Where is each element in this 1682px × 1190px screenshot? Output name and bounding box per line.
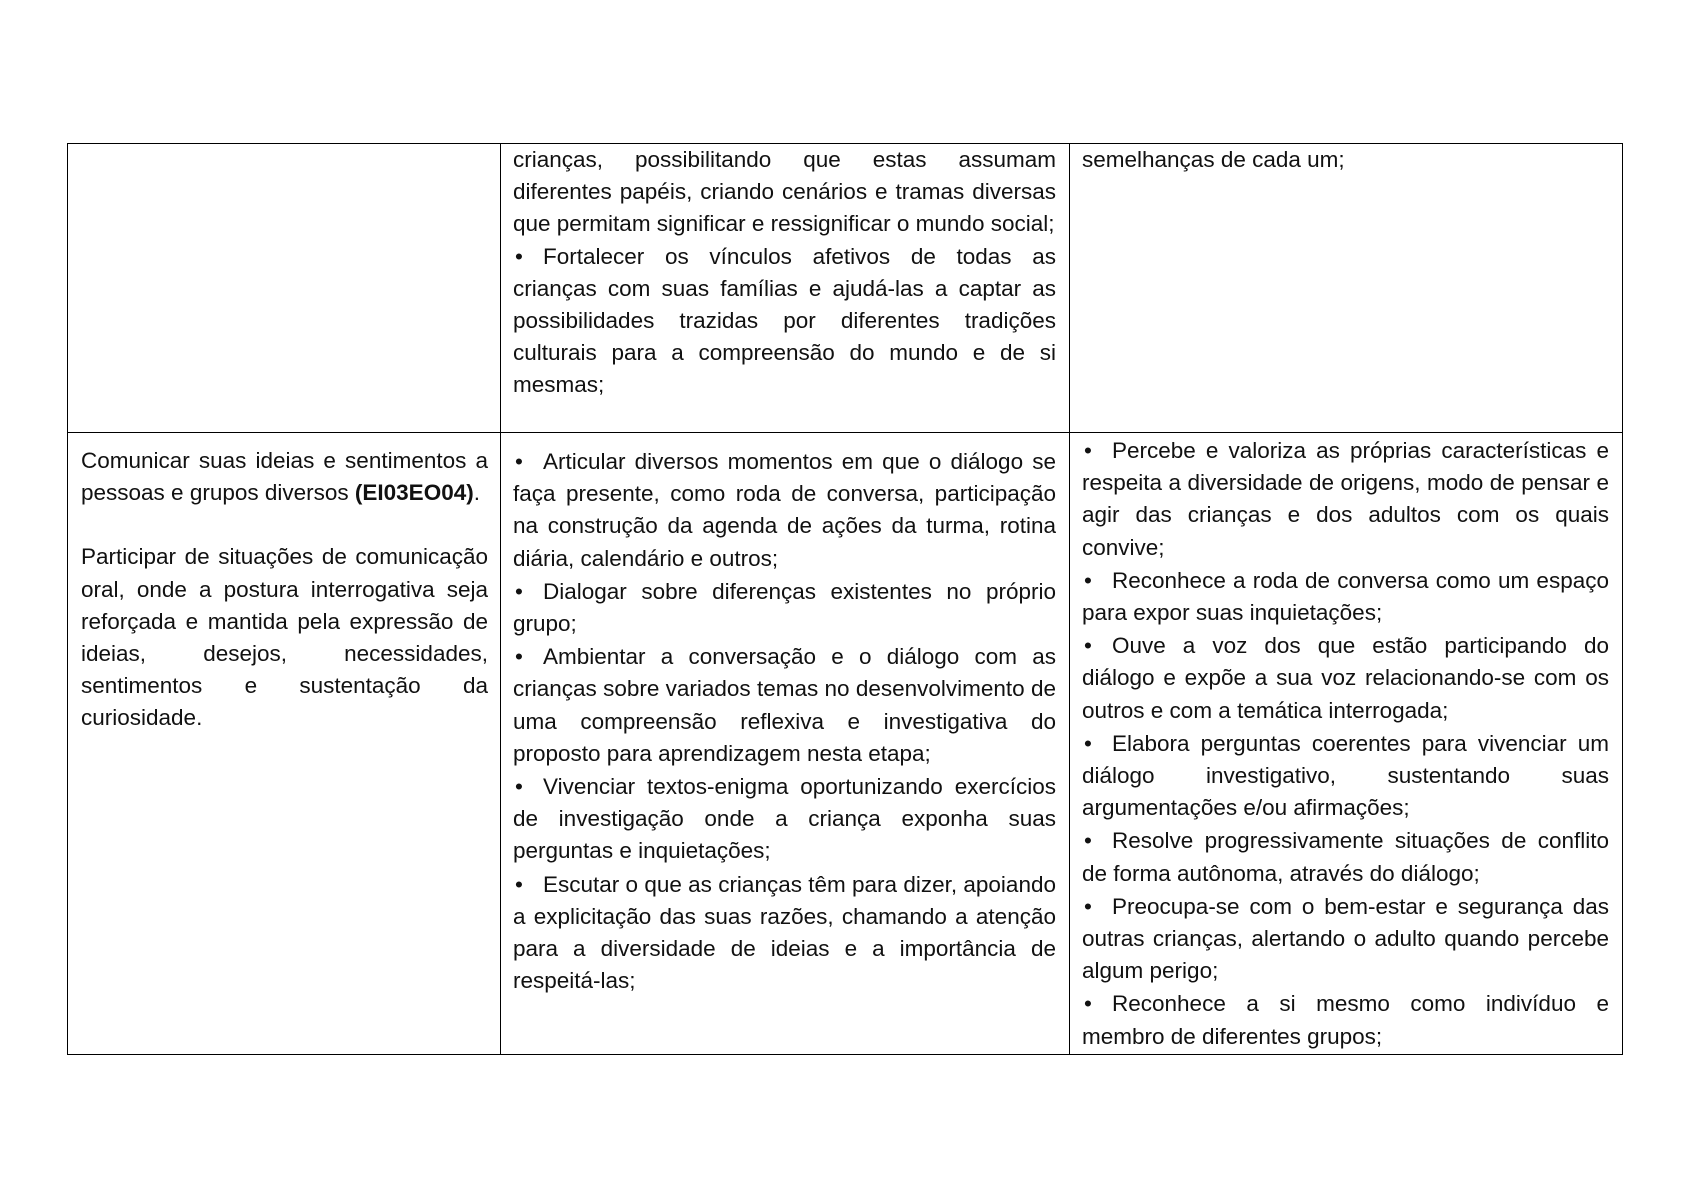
list-item: • Dialogar sobre diferenças existentes no próprio grupo; bbox=[513, 576, 1056, 640]
objective-code: (EI03EO04) bbox=[354, 480, 474, 506]
list-item: • Elabora perguntas coerentes para vivenciar um diálogo investigativo, sustentando suas argumentações e/ou afirmações; bbox=[1082, 728, 1609, 825]
strategies-cell bbox=[501, 433, 1070, 1055]
bullet-icon: • bbox=[515, 774, 523, 800]
strategies-list bbox=[513, 241, 1056, 402]
bullet-icon: • bbox=[515, 578, 523, 604]
bullet-icon: • bbox=[515, 243, 523, 269]
list-item: • Articular diversos momentos em que o diálogo se faça presente, como roda de conversa, participação na construção da agenda de ações da turma, rotina diária, calendário e outros; bbox=[513, 446, 1056, 575]
bullet-icon: • bbox=[1084, 567, 1092, 593]
bullet-icon: • bbox=[1084, 633, 1092, 659]
bullet-icon: • bbox=[1084, 438, 1092, 463]
list-item: • Ouve a voz dos que estão participando do diálogo e expõe a sua voz relacionando-se com os outros e com a temática interrogada; bbox=[1082, 630, 1609, 727]
curriculum-table bbox=[67, 143, 1623, 1055]
outcomes-cell bbox=[1070, 144, 1623, 433]
bullet-icon: • bbox=[515, 871, 523, 897]
strategies-cell bbox=[501, 144, 1070, 433]
strategies-continuation: crianças, possibilitando que estas assumam diferentes papéis, criando cenários e tramas diversas que permitam significar e ressignificar o mundo social; bbox=[513, 147, 1056, 237]
list-item: • Reconhece a si mesmo como indivíduo e membro de diferentes grupos; bbox=[1082, 988, 1609, 1052]
list-item: • Vivenciar textos-enigma oportunizando exercícios de investigação onde a criança exponha suas perguntas e inquietações; bbox=[513, 771, 1056, 868]
objectives-cell bbox=[68, 433, 501, 1055]
list-item: • Reconhece a roda de conversa como um espaço para expor suas inquietações; bbox=[1082, 565, 1609, 629]
objectives-cell bbox=[68, 144, 501, 433]
list-item: • Percebe e valoriza as próprias características e respeita a diversidade de origens, modo de pensar e agir das crianças e dos adultos com os quais convive; bbox=[1082, 435, 1609, 564]
list-item: • Escutar o que as crianças têm para dizer, apoiando a explicitação das suas razões, chamando a atenção para a diversidade de ideias e a importância de respeitá-las; bbox=[513, 869, 1056, 998]
outcomes-list bbox=[1082, 435, 1609, 1053]
bullet-icon: • bbox=[1084, 893, 1092, 919]
bullet-icon: • bbox=[1084, 730, 1092, 756]
list-item: • Fortalecer os vínculos afetivos de todas as crianças com suas famílias e ajudá-las a captar as possibilidades trazidas por diferentes tradições culturais para a compreensão do mundo e de si mesmas; bbox=[513, 241, 1056, 402]
strategies-list bbox=[513, 446, 1056, 997]
objective-detail-paragraph: Participar de situações de comunicação oral, onde a postura interrogativa seja reforçada e mantida pela expressão de ideias, desejos, necessidades, sentimentos e sustentação da curiosidade. bbox=[81, 544, 488, 731]
table-row bbox=[68, 433, 1623, 1055]
bullet-icon: • bbox=[1084, 991, 1092, 1017]
bullet-icon: • bbox=[515, 449, 523, 474]
objective-paragraph: Comunicar suas ideias e sentimentos a pessoas e grupos diversos (EI03EO04). bbox=[81, 448, 488, 506]
list-item: • Resolve progressivamente situações de conflito de forma autônoma, através do diálogo; bbox=[1082, 825, 1609, 889]
table-row bbox=[68, 144, 1623, 433]
outcomes-cell bbox=[1070, 433, 1623, 1055]
bullet-icon: • bbox=[1084, 828, 1092, 854]
list-item: • Preocupa-se com o bem-estar e segurança das outras crianças, alertando o adulto quando percebe algum perigo; bbox=[1082, 891, 1609, 988]
outcomes-continuation: semelhanças de cada um; bbox=[1082, 147, 1345, 172]
list-item: • Ambientar a conversação e o diálogo com as crianças sobre variados temas no desenvolvimento de uma compreensão reflexiva e investigativa do proposto para aprendizagem nesta etapa; bbox=[513, 641, 1056, 770]
bullet-icon: • bbox=[515, 644, 523, 670]
